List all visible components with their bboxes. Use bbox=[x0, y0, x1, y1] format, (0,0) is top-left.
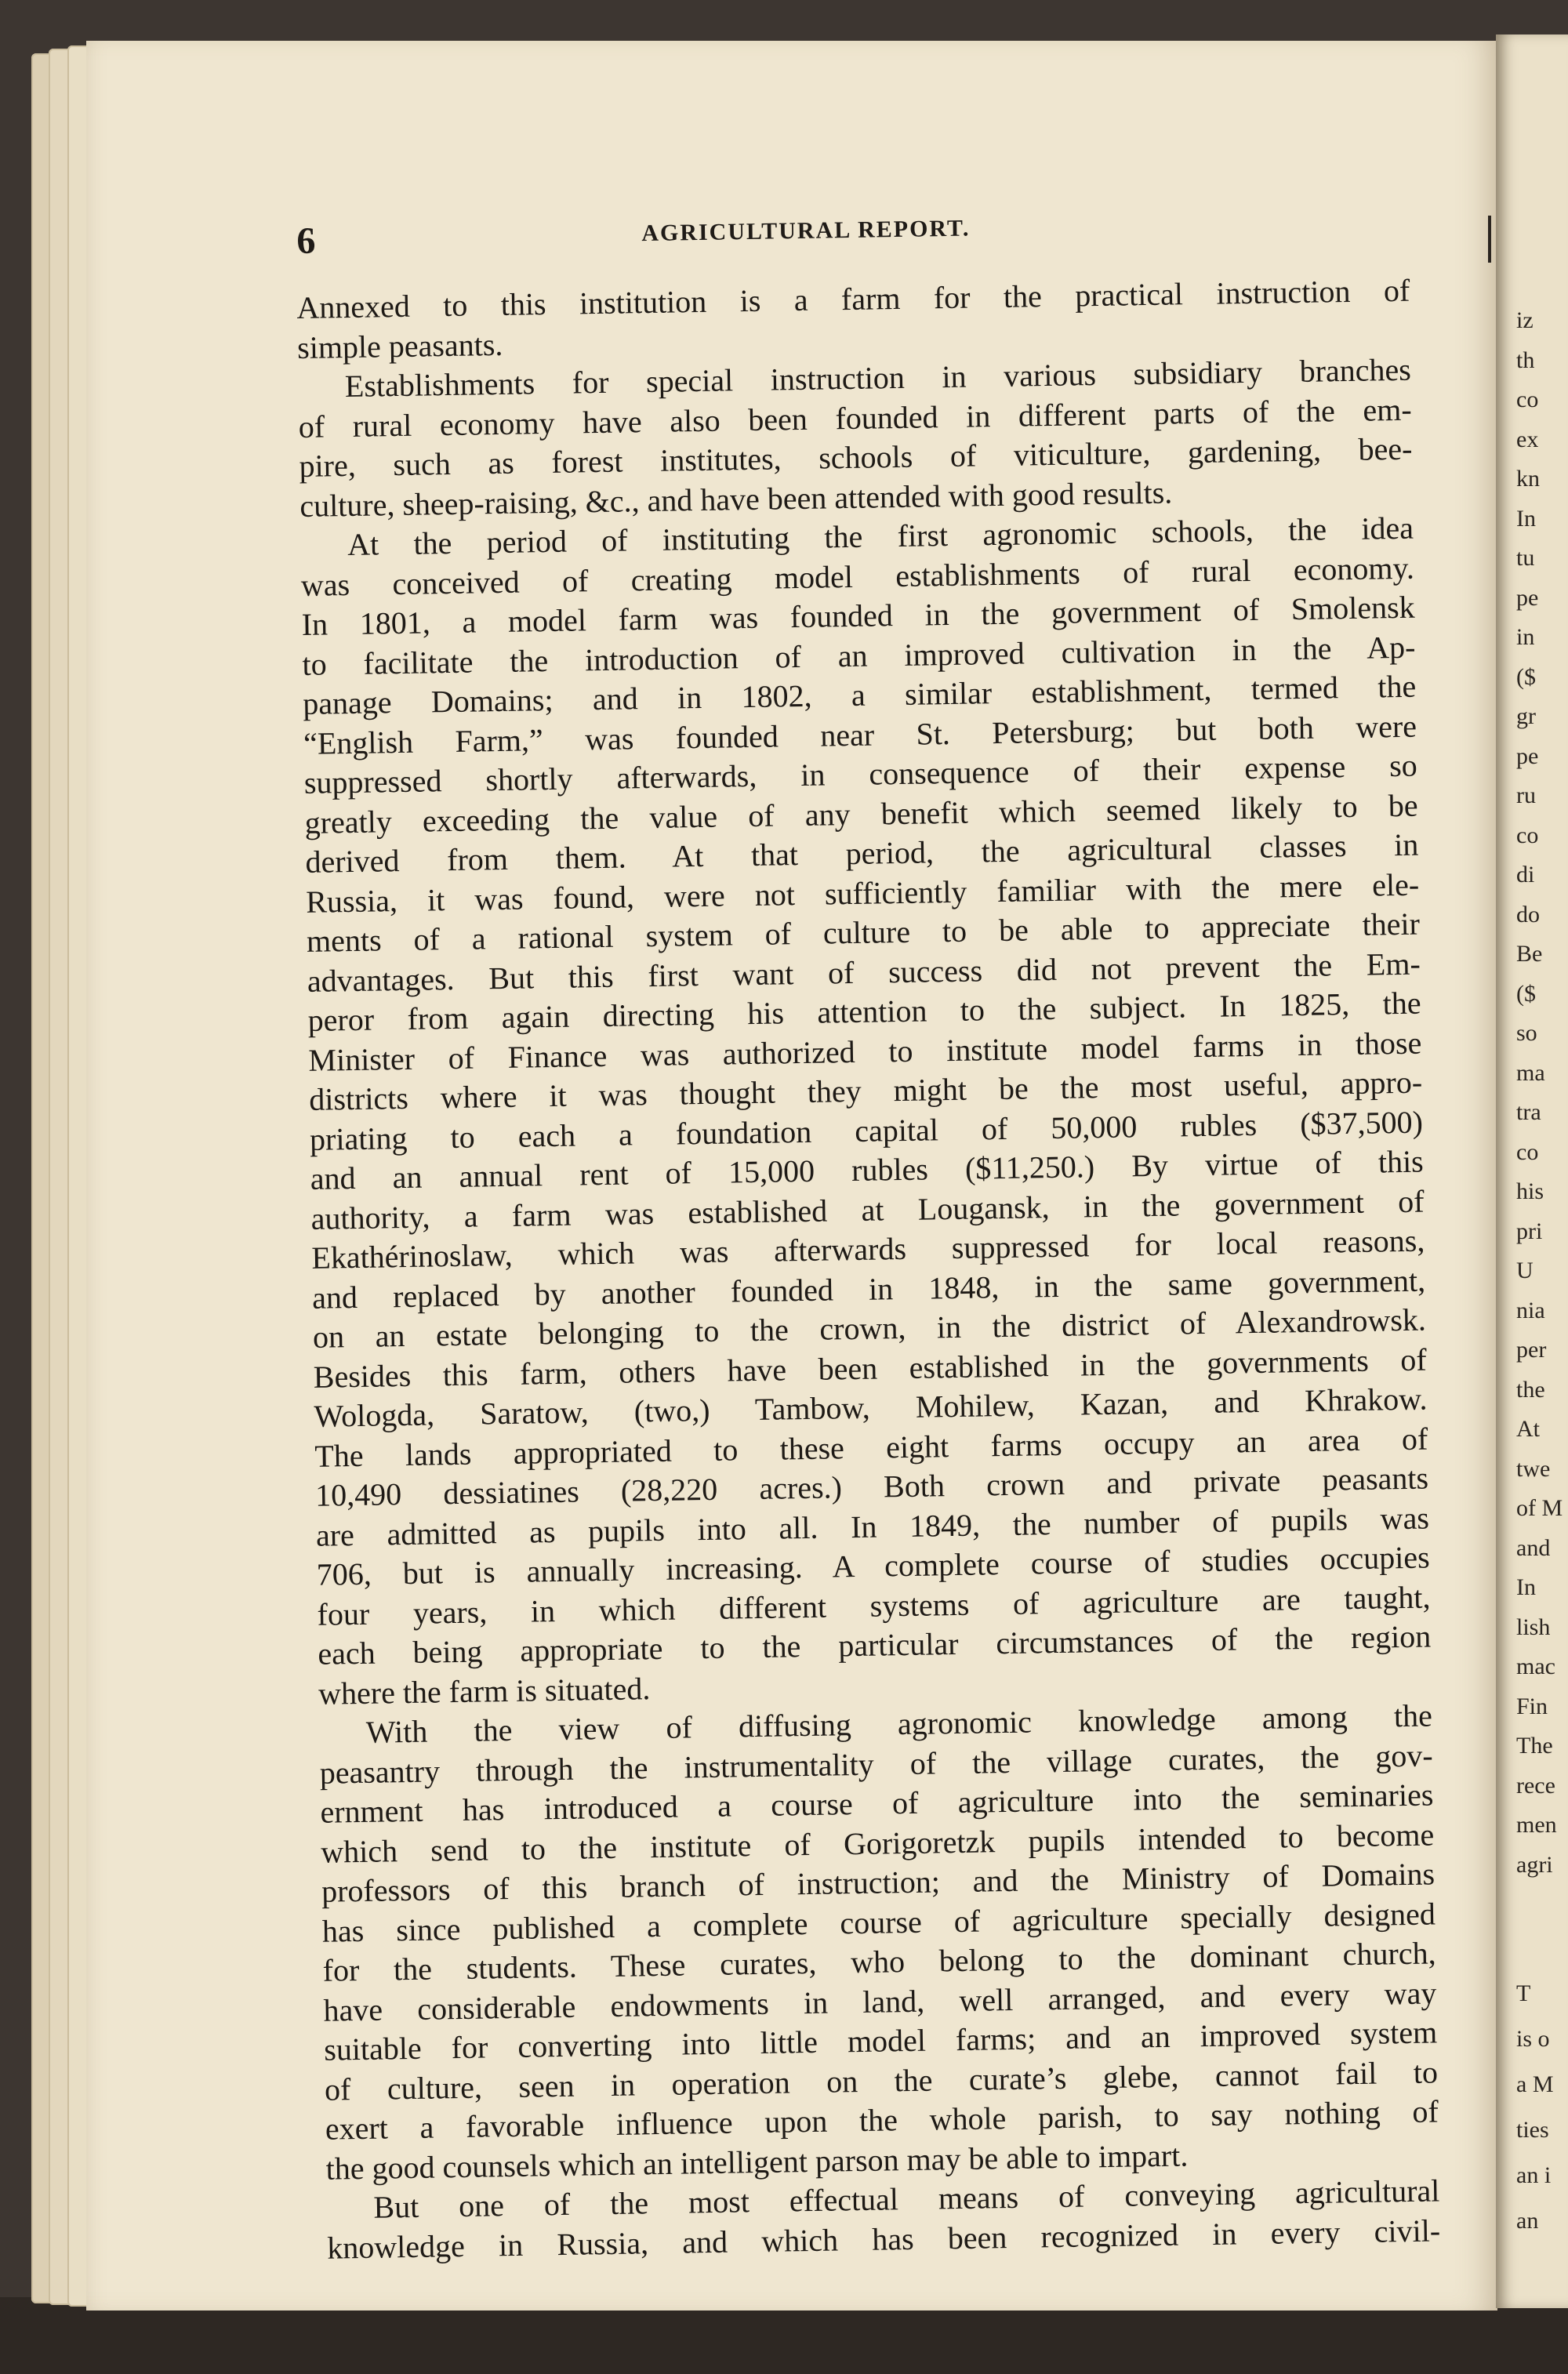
body-text bbox=[296, 271, 1440, 2268]
edge-fragment: ties bbox=[1516, 2117, 1549, 2143]
text-line: At the period of instituting the first agronomic schools, the idea bbox=[347, 510, 1414, 563]
text-line: Establishments for special instruction in various subsidiary branches bbox=[344, 351, 1412, 405]
edge-fragment: tu bbox=[1516, 545, 1535, 571]
text-line: of culture, seen in operation on the curate’s glebe, cannot fail to bbox=[324, 2053, 1439, 2107]
text-line: are admitted as pupils into all. In 1849, the number of pupils was bbox=[315, 1500, 1430, 1553]
edge-fragment: At bbox=[1516, 1416, 1540, 1442]
text-line: Russia, it was found, were not sufficiently familiar with the mere ele- bbox=[305, 866, 1420, 920]
text-line: professors of this branch of instruction; and the Ministry of Domains bbox=[321, 1856, 1436, 1909]
edge-fragment: U bbox=[1516, 1258, 1534, 1283]
text-line: on an estate belonging to the crown, in the district of Alexandrowsk. bbox=[312, 1301, 1427, 1355]
edge-fragment: In bbox=[1516, 505, 1536, 532]
page-number: 6 bbox=[296, 220, 316, 262]
edge-fragment: iz bbox=[1516, 307, 1534, 333]
text-line: ments of a rational system of culture to be able to appreciate their bbox=[306, 906, 1421, 959]
text-line: the good counsels which an intelligent parson may be able to impart. bbox=[325, 2136, 1189, 2187]
text-line: knowledge in Russia, and which has been recognized in every civil- bbox=[326, 2212, 1441, 2266]
edge-fragment: th bbox=[1516, 347, 1535, 373]
edge-fragment: Be bbox=[1516, 941, 1543, 967]
text-line: which send to the institute of Gorigoretzk pupils intended to become bbox=[320, 1816, 1435, 1870]
edge-fragment: The bbox=[1516, 1733, 1553, 1759]
edge-fragment: ru bbox=[1516, 782, 1536, 808]
text-line: panage Domains; and in 1802, a similar establishment, termed the bbox=[302, 668, 1417, 721]
text-line: where the farm is situated. bbox=[318, 1670, 651, 1712]
text-line: have considerable endowments in land, well arranged, and every way bbox=[323, 1974, 1437, 2028]
edge-fragment: rece bbox=[1516, 1772, 1555, 1799]
edge-fragment: of M bbox=[1516, 1495, 1563, 1521]
edge-fragment: an bbox=[1516, 2208, 1539, 2234]
text-line: was conceived of creating model establishments of rural economy. bbox=[300, 550, 1415, 603]
text-line: each being appropriate to the particular circumstances of the region bbox=[318, 1618, 1432, 1672]
edge-fragment: per bbox=[1516, 1337, 1547, 1363]
edge-fragment: ma bbox=[1516, 1059, 1545, 1086]
text-line: Besides this farm, others have been established in the governments of bbox=[313, 1341, 1427, 1395]
edge-fragment: mac bbox=[1516, 1653, 1555, 1679]
edge-fragment: gr bbox=[1516, 703, 1536, 729]
edge-fragment: an i bbox=[1516, 2162, 1552, 2188]
edge-fragment: nia bbox=[1516, 1297, 1545, 1323]
text-line: Wologda, Saratow, (two,) Tambow, Mohilew, Kazan, and Khrakow. bbox=[314, 1381, 1428, 1434]
edge-fragment: di bbox=[1516, 862, 1535, 888]
edge-fragment: ($ bbox=[1516, 980, 1536, 1007]
edge-fragment: lish bbox=[1516, 1614, 1551, 1640]
text-line: peasantry through the instrumentality of the village curates, the gov- bbox=[319, 1737, 1433, 1791]
text-line: advantages. But this first want of success did not prevent the Em- bbox=[307, 946, 1421, 999]
text-line: pire, such as forest institutes, schools of viticulture, gardening, bee- bbox=[299, 430, 1413, 484]
text-line: four years, in which different systems of agriculture are taught, bbox=[317, 1578, 1431, 1632]
edge-fragment: the bbox=[1516, 1376, 1545, 1403]
text-line: culture, sheep-raising, &c., and have been attended with good results. bbox=[299, 474, 1173, 524]
edge-fragment: kn bbox=[1516, 466, 1540, 492]
text-line: for the students. These curates, who belong to the dominant church, bbox=[322, 1935, 1436, 1988]
text-line: The lands appropriated to these eight farms occupy an area of bbox=[314, 1421, 1428, 1474]
text-line: and replaced by another founded in 1848, in the same government, bbox=[311, 1262, 1426, 1316]
edge-fragment: pe bbox=[1516, 742, 1539, 769]
next-page-edge bbox=[1496, 34, 1568, 2308]
text-line: priating to each a foundation capital of 50,000 rubles ($37,500) bbox=[309, 1104, 1424, 1157]
edge-fragment: a M bbox=[1516, 2071, 1554, 2097]
text-line: Minister of Finance was authorized to institute model farms in those bbox=[308, 1025, 1422, 1078]
text-line: 10,490 dessiatines (28,220 acres.) Both crown and private peasants bbox=[314, 1460, 1429, 1513]
edge-fragment: co bbox=[1516, 387, 1539, 412]
text-line: districts where it was thought they might be the most useful, appro- bbox=[308, 1064, 1423, 1117]
edge-fragment: co bbox=[1516, 1138, 1539, 1165]
edge-fragment: pe bbox=[1516, 584, 1539, 611]
edge-fragment: Fin bbox=[1516, 1693, 1548, 1719]
edge-fragment: men bbox=[1516, 1812, 1557, 1838]
text-line: exert a favorable influence upon the whole parish, to say nothing of bbox=[325, 2093, 1439, 2147]
next-page-fragments-upper bbox=[1516, 301, 1568, 1885]
text-line: ernment has introduced a course of agriculture into the seminaries bbox=[320, 1777, 1434, 1830]
text-line: suppressed shortly afterwards, in consequence of their expense so bbox=[303, 747, 1418, 800]
edge-fragment: ($ bbox=[1516, 663, 1536, 690]
text-line: authority, a farm was established at Lougansk, in the government of bbox=[310, 1183, 1425, 1236]
text-line: of rural economy have also been founded in different parts of the em- bbox=[298, 391, 1412, 445]
edge-fragment: do bbox=[1516, 901, 1540, 927]
text-line: But one of the most effectual means of conveying agricultural bbox=[373, 2173, 1440, 2225]
edge-fragment: ex bbox=[1516, 426, 1539, 452]
gutter-mark bbox=[1488, 216, 1491, 263]
edge-fragment: co bbox=[1516, 822, 1539, 848]
text-line: to facilitate the introduction of an improved cultivation in the Ap- bbox=[302, 629, 1416, 682]
text-line: 706, but is annually increasing. A complete course of studies occupies bbox=[316, 1539, 1430, 1592]
text-line: Annexed to this institution is a farm for the practical instruction of bbox=[296, 272, 1410, 325]
edge-fragment: and bbox=[1516, 1534, 1551, 1561]
edge-fragment: In bbox=[1516, 1574, 1536, 1600]
text-line: suitable for converting into little model farms; and an improved system bbox=[323, 2014, 1438, 2067]
text-line: In 1801, a model farm was founded in the government of Smolensk bbox=[301, 589, 1415, 642]
text-line: Ekathérinoslaw, which was afterwards suppressed for local reasons, bbox=[311, 1222, 1425, 1276]
running-title: AGRICULTURAL REPORT. bbox=[641, 215, 971, 247]
text-line: greatly exceeding the value of any benefit which seemed likely to be bbox=[304, 787, 1418, 840]
text-line: has since published a complete course of agriculture specially designed bbox=[321, 1895, 1436, 1949]
edge-fragment: in bbox=[1516, 624, 1535, 650]
text-line: and an annual rent of 15,000 rubles ($11,250.) By virtue of this bbox=[310, 1143, 1425, 1196]
text-line: With the view of diffusing agronomic knowledge among the bbox=[365, 1697, 1433, 1750]
edge-fragment: tra bbox=[1516, 1099, 1541, 1125]
edge-fragment: his bbox=[1516, 1178, 1544, 1204]
edge-fragment: T bbox=[1516, 1980, 1531, 2006]
edge-fragment: so bbox=[1516, 1020, 1537, 1046]
text-line: peror from again directing his attention to the subject. In 1825, the bbox=[307, 985, 1421, 1038]
text-line: derived from them. At that period, the agricultural classes in bbox=[305, 826, 1419, 880]
edge-fragment: pri bbox=[1516, 1218, 1543, 1244]
edge-fragment: twe bbox=[1516, 1455, 1551, 1482]
edge-fragment: agri bbox=[1516, 1851, 1553, 1878]
edge-fragment: is o bbox=[1516, 2026, 1550, 2052]
text-line: “English Farm,” was founded near St. Petersburg; but both were bbox=[303, 708, 1417, 761]
next-page-fragments-lower bbox=[1516, 1971, 1568, 2244]
text-line: simple peasants. bbox=[296, 326, 503, 365]
